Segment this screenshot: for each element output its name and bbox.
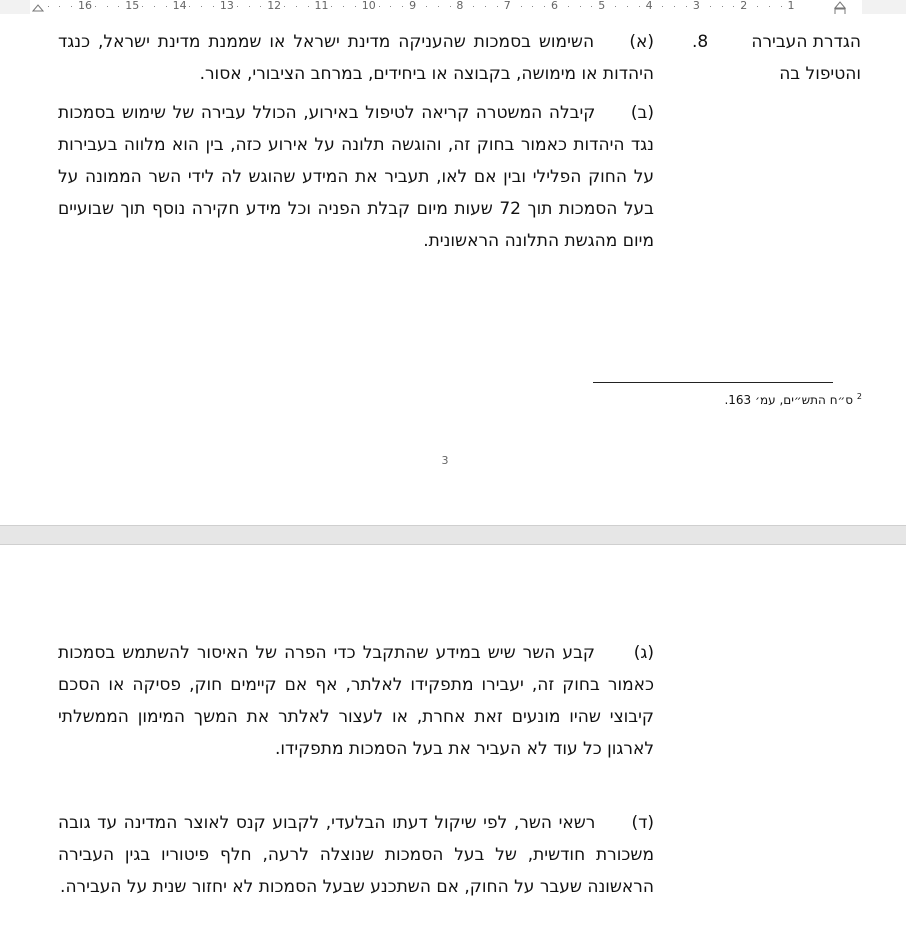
footnote-separator <box>593 382 833 383</box>
ruler-tick <box>532 6 533 7</box>
footnote <box>724 389 862 408</box>
ruler-tick <box>59 6 60 7</box>
section-number: 8. <box>692 32 709 52</box>
ruler-tick <box>615 6 616 7</box>
ruler-number-2: 2 <box>740 0 748 12</box>
ruler-tick <box>639 6 640 7</box>
ruler-tick <box>379 6 380 7</box>
ruler-margin-left <box>0 0 30 14</box>
ruler-tick <box>355 6 356 7</box>
ruler-number-14: 14 <box>172 0 187 12</box>
ruler-tick <box>260 6 261 7</box>
ruler-tick <box>249 6 250 7</box>
ruler-tick <box>521 6 522 7</box>
ruler-tick <box>166 6 167 7</box>
ruler-number-7: 7 <box>503 0 511 12</box>
ruler-tick <box>568 6 569 7</box>
ruler-number-11: 11 <box>314 0 329 12</box>
ruler-tick <box>71 6 72 7</box>
ruler-number-4: 4 <box>645 0 653 12</box>
footnote-marker: 2 <box>856 392 862 401</box>
ruler-number-10: 10 <box>361 0 376 12</box>
ruler-number-9: 9 <box>409 0 417 12</box>
ruler-tick <box>213 6 214 7</box>
ruler-number-3: 3 <box>692 0 700 12</box>
paragraph-b-text: קיבלה המשטרה קריאה לטיפול באירוע, הכולל עבירה של שימוש בסמכות נגד היהדות כאמור בחוק זה, והוגשה תלונה על אירוע כזה, בין הוא מלווה בעבירות על החוק הפלילי ובין אם לאו, תעביר את המידע שהוגש לה לידי השר הממונה על בעל הסמכות תוך 72 שעות מיום קבלת הפניה וכל מידע חקירה נוסף תוך שבועיים מיום מהגשת התלונה הראשונית. <box>58 103 654 251</box>
section-side-heading: הגדרת העבירה והטיפול בה <box>751 32 861 84</box>
ruler-tick <box>662 6 663 7</box>
paragraph-b-label: (ב) <box>630 103 654 123</box>
ruler-tick <box>308 6 309 7</box>
ruler-tick <box>627 6 628 7</box>
ruler-tick <box>48 6 49 7</box>
ruler-number-12: 12 <box>267 0 282 12</box>
ruler-tick <box>284 6 285 7</box>
ruler-tick <box>580 6 581 7</box>
ruler-tick <box>426 6 427 7</box>
ruler-number-13: 13 <box>219 0 234 12</box>
paragraph-d-label: (ד) <box>631 813 654 833</box>
ruler-tick <box>296 6 297 7</box>
ruler-tick <box>402 6 403 7</box>
paragraph-c-label: (ג) <box>633 643 654 663</box>
ruler-tick <box>485 6 486 7</box>
paragraph-b[interactable] <box>58 97 654 257</box>
ruler-tick <box>95 6 96 7</box>
ruler-number-1: 1 <box>787 0 795 12</box>
document-page-2[interactable] <box>0 545 906 931</box>
ruler-tick <box>237 6 238 7</box>
ruler-tick <box>154 6 155 7</box>
ruler-tick <box>142 6 143 7</box>
ruler-tick <box>189 6 190 7</box>
ruler-number-8: 8 <box>456 0 464 12</box>
paragraph-a[interactable] <box>58 26 654 90</box>
ruler-tick <box>757 6 758 7</box>
ruler-tick <box>201 6 202 7</box>
ruler-number-6: 6 <box>551 0 558 12</box>
paragraph-a-label: (א) <box>629 32 654 52</box>
paragraph-a-text: השימוש בסמכות שהעניקה מדינת ישראל או שממנת מדינת ישראל, כנגד היהדות או מימושה, בקבוצה או ביחידים, במרחב הציבורי, אסור. <box>58 32 654 84</box>
ruler-tick <box>118 6 119 7</box>
ruler-tick <box>674 6 675 7</box>
ruler-tick <box>497 6 498 7</box>
ruler-tick <box>733 6 734 7</box>
page-number: 3 <box>441 454 449 467</box>
ruler-tick <box>591 6 592 7</box>
ruler-tick <box>722 6 723 7</box>
ruler-tick <box>343 6 344 7</box>
ruler-tick <box>769 6 770 7</box>
ruler-tick <box>781 6 782 7</box>
paragraph-c[interactable] <box>58 637 654 765</box>
footnote-text: ס״ח התש״ים, עמ׳ 163. <box>724 393 854 407</box>
ruler-number-15: 15 <box>125 0 140 12</box>
ruler-tick <box>473 6 474 7</box>
paragraph-d-text: רשאי השר, לפי שיקול דעתו הבלעדי, לקבוע קנס לאוצר המדינה עד גובה משכורת חודשית, של בעל הסמכות שנוצלה לרעה, חלף פיטוריו בגין העבירה הראשונה שעבר על החוק, אם השתכנע שבעל הסמכות לא יחזור שנית על העבירה. <box>58 813 654 897</box>
ruler-number-5: 5 <box>598 0 606 12</box>
page-break-gap <box>0 525 906 545</box>
ruler-tick <box>390 6 391 7</box>
ruler-margin-right <box>862 0 906 14</box>
paragraph-d[interactable] <box>58 807 654 903</box>
paragraph-c-text: קבע השר שיש במידע שהתקבל כדי הפרה של האיסור להשתמש בסמכות כאמור בחוק זה, יעבירו מתפקידו לאלתר, אף אם קיימים חוק, פסיקה או הסכם קיבוצי שהיו מונעים זאת אחרת, או לעצור לאלתר את המשך המימון הממשלתי לארגון כל עוד לא העביר את בעל הסמכות מתפקידו. <box>58 643 654 759</box>
ruler-tick <box>544 6 545 7</box>
ruler-tick <box>438 6 439 7</box>
ruler-tick <box>331 6 332 7</box>
document-page-1[interactable] <box>0 14 906 525</box>
ruler-number-16: 16 <box>78 0 92 12</box>
ruler-tick <box>686 6 687 7</box>
ruler-tick <box>450 6 451 7</box>
ruler-tick <box>710 6 711 7</box>
ruler-tick <box>107 6 108 7</box>
horizontal-ruler[interactable] <box>0 0 906 15</box>
left-indent-marker-icon[interactable] <box>32 0 44 12</box>
